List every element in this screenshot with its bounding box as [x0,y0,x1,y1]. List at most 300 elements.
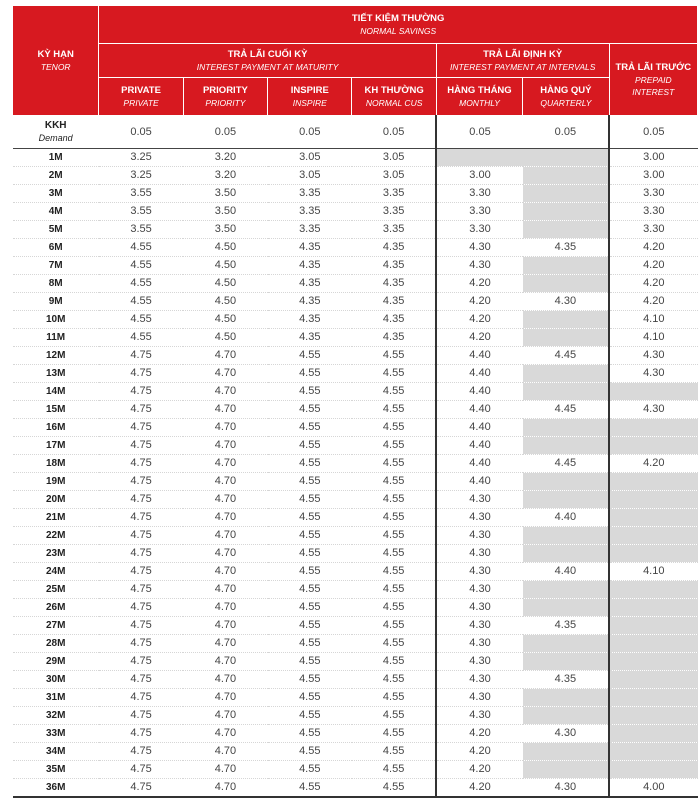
monthly-rate: 4.40 [436,473,522,491]
monthly-rate: 4.30 [436,689,522,707]
normal-rate: 4.55 [352,599,436,617]
tenor-cell: 3M [13,185,99,203]
private-rate: 4.55 [99,257,183,275]
quarterly-rate: 4.40 [523,563,609,581]
private-rate: 4.55 [99,311,183,329]
monthly-rate: 4.20 [436,761,522,779]
priority-rate: 4.70 [183,581,267,599]
normal-rate: 4.55 [352,743,436,761]
prepaid-rate: 4.20 [609,257,697,275]
inspire-rate: 4.55 [268,491,352,509]
table-row [13,653,698,671]
priority-header: PRIORITY PRIORITY [183,78,267,116]
tenor-cell: 20M [13,491,99,509]
tenor-cell: 12M [13,347,99,365]
private-rate: 4.55 [99,239,183,257]
tenor-cell: KKH Demand [13,116,99,149]
table-row [13,203,698,221]
table-header [13,6,698,116]
quarterly-rate [523,599,609,617]
private-rate: 4.75 [99,779,183,798]
private-rate: 4.75 [99,437,183,455]
tenor-cell: 26M [13,599,99,617]
inspire-rate: 4.35 [268,257,352,275]
inspire-rate: 4.55 [268,707,352,725]
table-row [13,401,698,419]
table-row [13,221,698,239]
tenor-cell: 30M [13,671,99,689]
quarterly-rate: 0.05 [523,116,609,149]
private-rate: 0.05 [99,116,183,149]
prepaid-rate: 4.00 [609,779,697,798]
quarterly-rate: 4.45 [523,347,609,365]
tenor-cell: 11M [13,329,99,347]
monthly-rate: 3.00 [436,167,522,185]
priority-rate: 4.70 [183,689,267,707]
prepaid-rate: 3.30 [609,185,697,203]
table-row [13,671,698,689]
inspire-rate: 4.55 [268,743,352,761]
table-row [13,257,698,275]
table-row [13,599,698,617]
inspire-rate: 4.55 [268,545,352,563]
table-row [13,761,698,779]
private-rate: 4.75 [99,383,183,401]
tenor-cell: 19M [13,473,99,491]
tenor-cell: 7M [13,257,99,275]
inspire-rate: 4.55 [268,581,352,599]
monthly-rate: 4.40 [436,347,522,365]
private-header: PRIVATE PRIVATE [99,78,183,116]
inspire-rate: 4.55 [268,347,352,365]
normal-rate: 4.55 [352,689,436,707]
inspire-rate: 4.35 [268,275,352,293]
priority-rate: 4.70 [183,455,267,473]
prepaid-rate [609,653,697,671]
table-body [13,116,698,798]
tenor-cell: 15M [13,401,99,419]
priority-rate: 3.50 [183,221,267,239]
intervals-header: TRẢ LÃI ĐỊNH KỲ INTEREST PAYMENT AT INTERVALS [436,44,609,78]
private-rate: 3.25 [99,149,183,167]
private-rate: 4.75 [99,473,183,491]
private-rate: 4.75 [99,455,183,473]
monthly-rate: 4.30 [436,617,522,635]
table-row [13,491,698,509]
table-row [13,347,698,365]
priority-rate: 4.70 [183,365,267,383]
prepaid-rate: 3.00 [609,167,697,185]
table-row [13,293,698,311]
monthly-rate: 4.40 [436,401,522,419]
normal-rate: 4.55 [352,707,436,725]
priority-rate: 4.50 [183,275,267,293]
monthly-rate: 3.30 [436,221,522,239]
normal-rate: 3.35 [352,203,436,221]
prepaid-rate: 3.30 [609,221,697,239]
normal-rate: 4.55 [352,383,436,401]
priority-rate: 4.70 [183,509,267,527]
tenor-cell: 32M [13,707,99,725]
prepaid-rate: 4.10 [609,311,697,329]
inspire-rate: 4.55 [268,689,352,707]
inspire-rate: 4.55 [268,527,352,545]
priority-rate: 3.50 [183,203,267,221]
private-rate: 3.55 [99,203,183,221]
quarterly-rate [523,185,609,203]
table-row [13,167,698,185]
normal-customer-header: KH THƯỜNG NORMAL CUS [352,78,436,116]
private-rate: 4.75 [99,563,183,581]
private-rate: 4.75 [99,491,183,509]
prepaid-rate [609,383,697,401]
tenor-cell: 29M [13,653,99,671]
inspire-rate: 4.55 [268,419,352,437]
monthly-rate: 4.30 [436,653,522,671]
normal-rate: 4.55 [352,455,436,473]
monthly-header: HÀNG THÁNG MONTHLY [436,78,522,116]
priority-rate: 4.70 [183,383,267,401]
inspire-rate: 4.55 [268,617,352,635]
monthly-rate: 4.30 [436,671,522,689]
prepaid-rate: 3.30 [609,203,697,221]
quarterly-rate: 4.40 [523,509,609,527]
inspire-rate: 4.55 [268,401,352,419]
table-row [13,383,698,401]
monthly-rate: 4.30 [436,257,522,275]
table-row [13,311,698,329]
prepaid-rate: 4.30 [609,365,697,383]
prepaid-rate: 4.20 [609,293,697,311]
private-rate: 4.75 [99,725,183,743]
quarterly-rate [523,383,609,401]
tenor-cell: 34M [13,743,99,761]
inspire-rate: 4.55 [268,455,352,473]
normal-savings-header: TIẾT KIỆM THƯỜNG NORMAL SAVINGS [99,6,698,44]
monthly-rate: 4.30 [436,581,522,599]
tenor-cell: 16M [13,419,99,437]
demand-row [13,116,698,149]
priority-rate: 4.70 [183,653,267,671]
monthly-rate: 4.40 [436,365,522,383]
monthly-rate: 3.30 [436,185,522,203]
monthly-rate: 4.40 [436,437,522,455]
priority-rate: 4.70 [183,779,267,798]
monthly-rate: 4.30 [436,707,522,725]
quarterly-rate [523,419,609,437]
monthly-rate: 4.40 [436,383,522,401]
tenor-cell: 1M [13,149,99,167]
monthly-rate: 4.30 [436,599,522,617]
table-row [13,329,698,347]
priority-rate: 4.70 [183,761,267,779]
quarterly-rate [523,527,609,545]
prepaid-rate [609,491,697,509]
priority-rate: 4.70 [183,473,267,491]
normal-rate: 4.35 [352,311,436,329]
table-row [13,365,698,383]
monthly-rate: 3.30 [436,203,522,221]
priority-rate: 3.20 [183,149,267,167]
quarterly-rate [523,473,609,491]
table-row [13,725,698,743]
normal-rate: 4.55 [352,401,436,419]
prepaid-rate [609,761,697,779]
inspire-rate: 4.55 [268,635,352,653]
priority-rate: 4.70 [183,617,267,635]
quarterly-rate: 4.30 [523,725,609,743]
quarterly-rate: 4.35 [523,239,609,257]
normal-rate: 4.55 [352,581,436,599]
table-row [13,545,698,563]
priority-rate: 4.50 [183,293,267,311]
prepaid-rate: 0.05 [609,116,697,149]
prepaid-rate [609,743,697,761]
inspire-rate: 3.05 [268,149,352,167]
normal-rate: 4.35 [352,257,436,275]
prepaid-rate: 4.20 [609,275,697,293]
private-rate: 4.75 [99,617,183,635]
tenor-cell: 6M [13,239,99,257]
tenor-cell: 33M [13,725,99,743]
normal-rate: 3.35 [352,221,436,239]
tenor-cell: 25M [13,581,99,599]
table-row [13,185,698,203]
inspire-rate: 4.55 [268,383,352,401]
inspire-header: INSPIRE INSPIRE [268,78,352,116]
quarterly-rate [523,257,609,275]
inspire-rate: 4.55 [268,365,352,383]
quarterly-rate: 4.30 [523,779,609,798]
tenor-cell: 13M [13,365,99,383]
table-row [13,527,698,545]
inspire-rate: 4.55 [268,653,352,671]
tenor-cell: 18M [13,455,99,473]
prepaid-rate: 4.20 [609,239,697,257]
tenor-cell: 9M [13,293,99,311]
table-row [13,779,698,798]
prepaid-rate: 4.10 [609,329,697,347]
quarterly-rate [523,743,609,761]
priority-rate: 0.05 [183,116,267,149]
tenor-header: KỲ HẠN TENOR [13,6,99,116]
inspire-rate: 4.55 [268,473,352,491]
priority-rate: 4.50 [183,257,267,275]
inspire-rate: 4.55 [268,725,352,743]
quarterly-rate [523,581,609,599]
monthly-rate: 4.20 [436,311,522,329]
private-rate: 4.75 [99,365,183,383]
prepaid-rate [609,419,697,437]
normal-rate: 4.55 [352,653,436,671]
priority-rate: 4.70 [183,491,267,509]
priority-rate: 4.70 [183,437,267,455]
monthly-rate: 4.20 [436,779,522,798]
interest-rate-table [12,5,698,798]
prepaid-rate [609,707,697,725]
private-rate: 4.75 [99,707,183,725]
quarterly-rate: 4.45 [523,455,609,473]
prepaid-rate [609,635,697,653]
table-row [13,509,698,527]
normal-rate: 4.55 [352,635,436,653]
normal-rate: 4.55 [352,473,436,491]
quarterly-rate: 4.35 [523,671,609,689]
monthly-rate: 4.40 [436,455,522,473]
tenor-cell: 5M [13,221,99,239]
table-row [13,455,698,473]
priority-rate: 4.70 [183,707,267,725]
prepaid-rate [609,509,697,527]
private-rate: 4.75 [99,689,183,707]
monthly-rate: 4.20 [436,725,522,743]
prepaid-rate [609,545,697,563]
quarterly-rate: 4.30 [523,293,609,311]
monthly-rate: 4.30 [436,509,522,527]
private-rate: 4.75 [99,545,183,563]
inspire-rate: 4.55 [268,509,352,527]
prepaid-rate: 4.30 [609,347,697,365]
quarterly-rate [523,437,609,455]
normal-rate: 3.05 [352,149,436,167]
normal-rate: 4.35 [352,293,436,311]
tenor-cell: 4M [13,203,99,221]
monthly-rate: 4.30 [436,545,522,563]
prepaid-header: TRẢ LÃI TRƯỚC PREPAID INTEREST [609,44,697,116]
monthly-rate: 4.20 [436,293,522,311]
inspire-rate: 4.55 [268,437,352,455]
monthly-rate: 4.40 [436,419,522,437]
normal-rate: 4.35 [352,239,436,257]
priority-rate: 4.70 [183,563,267,581]
normal-rate: 0.05 [352,116,436,149]
private-rate: 4.75 [99,581,183,599]
inspire-rate: 3.35 [268,185,352,203]
monthly-rate: 4.30 [436,527,522,545]
private-rate: 4.75 [99,761,183,779]
quarterly-rate [523,761,609,779]
tenor-cell: 8M [13,275,99,293]
tenor-cell: 14M [13,383,99,401]
priority-rate: 4.70 [183,743,267,761]
quarterly-rate [523,365,609,383]
quarterly-rate [523,653,609,671]
inspire-rate: 0.05 [268,116,352,149]
private-rate: 4.75 [99,653,183,671]
tenor-cell: 27M [13,617,99,635]
quarterly-rate [523,329,609,347]
tenor-cell: 2M [13,167,99,185]
prepaid-rate: 4.10 [609,563,697,581]
normal-rate: 4.35 [352,275,436,293]
tenor-cell: 17M [13,437,99,455]
monthly-rate: 0.05 [436,116,522,149]
inspire-rate: 3.35 [268,221,352,239]
quarterly-rate: 4.45 [523,401,609,419]
prepaid-rate [609,437,697,455]
normal-rate: 3.35 [352,185,436,203]
maturity-header: TRẢ LÃI CUỐI KỲ INTEREST PAYMENT AT MATURITY [99,44,436,78]
prepaid-rate [609,689,697,707]
prepaid-rate [609,599,697,617]
prepaid-rate [609,473,697,491]
monthly-rate: 4.30 [436,239,522,257]
normal-rate: 4.55 [352,437,436,455]
monthly-rate: 4.30 [436,563,522,581]
private-rate: 4.55 [99,293,183,311]
tenor-cell: 36M [13,779,99,798]
normal-rate: 4.55 [352,527,436,545]
private-rate: 4.75 [99,401,183,419]
table-row [13,275,698,293]
private-rate: 4.55 [99,275,183,293]
prepaid-rate [609,671,697,689]
quarterly-rate [523,311,609,329]
inspire-rate: 4.55 [268,671,352,689]
normal-rate: 4.55 [352,347,436,365]
table-row [13,743,698,761]
tenor-cell: 35M [13,761,99,779]
private-rate: 4.75 [99,527,183,545]
inspire-rate: 4.55 [268,563,352,581]
priority-rate: 4.70 [183,347,267,365]
monthly-rate: 4.30 [436,491,522,509]
priority-rate: 3.20 [183,167,267,185]
quarterly-rate [523,545,609,563]
quarterly-rate: 4.35 [523,617,609,635]
normal-rate: 4.55 [352,509,436,527]
tenor-cell: 31M [13,689,99,707]
tenor-cell: 23M [13,545,99,563]
quarterly-rate [523,149,609,167]
normal-rate: 4.55 [352,779,436,798]
normal-rate: 4.55 [352,563,436,581]
quarterly-rate [523,635,609,653]
table-row [13,689,698,707]
normal-rate: 4.55 [352,545,436,563]
prepaid-rate: 4.20 [609,455,697,473]
table-row [13,239,698,257]
inspire-rate: 3.35 [268,203,352,221]
priority-rate: 4.70 [183,419,267,437]
prepaid-rate: 4.30 [609,401,697,419]
normal-rate: 4.55 [352,419,436,437]
private-rate: 4.55 [99,329,183,347]
normal-rate: 3.05 [352,167,436,185]
normal-rate: 4.55 [352,761,436,779]
normal-rate: 4.35 [352,329,436,347]
inspire-rate: 4.35 [268,239,352,257]
priority-rate: 4.70 [183,599,267,617]
monthly-rate: 4.20 [436,329,522,347]
normal-rate: 4.55 [352,491,436,509]
table-row [13,149,698,167]
table-row [13,635,698,653]
quarterly-rate [523,167,609,185]
inspire-rate: 3.05 [268,167,352,185]
inspire-rate: 4.35 [268,293,352,311]
quarterly-rate [523,707,609,725]
normal-rate: 4.55 [352,617,436,635]
tenor-cell: 21M [13,509,99,527]
quarterly-header: HÀNG QUÝ QUARTERLY [523,78,609,116]
prepaid-rate: 3.00 [609,149,697,167]
private-rate: 3.55 [99,221,183,239]
table-row [13,563,698,581]
tenor-cell: 28M [13,635,99,653]
priority-rate: 4.50 [183,311,267,329]
tenor-cell: 22M [13,527,99,545]
